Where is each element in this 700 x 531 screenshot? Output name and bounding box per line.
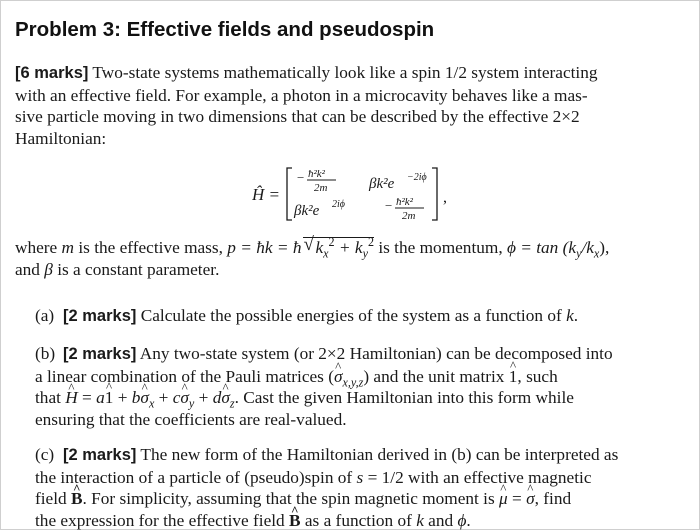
part-c-marks: [2 marks] [63, 446, 137, 464]
sqrt-expression: √ $k_x^2 + k_y^2$ [303, 234, 375, 261]
a12-exponent: −2iϕ [407, 172, 427, 183]
a22-denominator: 2m [402, 210, 416, 222]
part-b-label: (b) [35, 344, 56, 363]
a11-numerator: ħ²k² [308, 168, 325, 180]
hamiltonian-matrix [252, 164, 472, 224]
intro-paragraph: [6 marks] Two-state systems mathematically look like a spin 1/2 system interacting with an effective field. For example, a photon in a microcavity behaves like a mas- sive particle moving in two dimensions that can be described by the effective 2×2 Hamiltonian: [15, 63, 598, 148]
svg-text:−: − [385, 198, 393, 213]
problem-title: Problem 3: Effective fields and pseudospin [15, 18, 435, 41]
part-c-label: (c) [35, 445, 55, 464]
intro-marks: [6 marks] [15, 64, 89, 82]
svg-text:−: − [297, 170, 305, 185]
a12-entry: βk²e [369, 176, 395, 192]
a21-entry: βk²e [294, 203, 320, 219]
part-a-label: (a) [35, 306, 55, 325]
right-bracket [432, 168, 437, 220]
a11-denominator: 2m [314, 182, 328, 194]
part-b: (b) [2 marks] Any two-state system (or 2×2 Hamiltonian) can be decomposed into a linear combination of the Pauli matrices (^ $\sigma_{x,y,z}$) and the unit matrix ^ 1, such that ^ H = a^ 1 + b^ $\sigma_x$ + c^ $\sigma_y$ + d^ $\sigma_z$. Cast the given Hamiltonian into this form while ensuring that the coefficients are real-valued. [35, 343, 687, 430]
equation-lhs: Ĥ = [252, 185, 280, 204]
a21-exponent: 2iϕ [332, 199, 345, 210]
hamiltonian-equation [252, 164, 472, 224]
left-bracket [287, 168, 292, 220]
part-a: (a) [2 marks] Calculate the possible energies of the system as a function of k. [35, 306, 579, 325]
svg-text:,: , [443, 189, 447, 206]
part-c: (c) [2 marks] The new form of the Hamiltonian derived in (b) can be interpreted as the interaction of a particle of (pseudo)spin of s = 1/2 with an effective magnetic field ^ B. For simplicity, assuming that the spin magnetic moment is ^ μ = ^ σ, find the expression for the effective field ^ B as a function of k and ϕ. [35, 444, 687, 531]
part-b-marks: [2 marks] [63, 345, 137, 363]
where-paragraph: where m is the effective mass, p = ħk = ħ √ $k_x^2 + k_y^2$ is the momentum, $\phi = \tan (k_y/k_x)$, and β is a constant parameter. [15, 234, 610, 279]
part-a-marks: [2 marks] [63, 307, 137, 325]
a22-numerator: ħ²k² [396, 196, 413, 208]
